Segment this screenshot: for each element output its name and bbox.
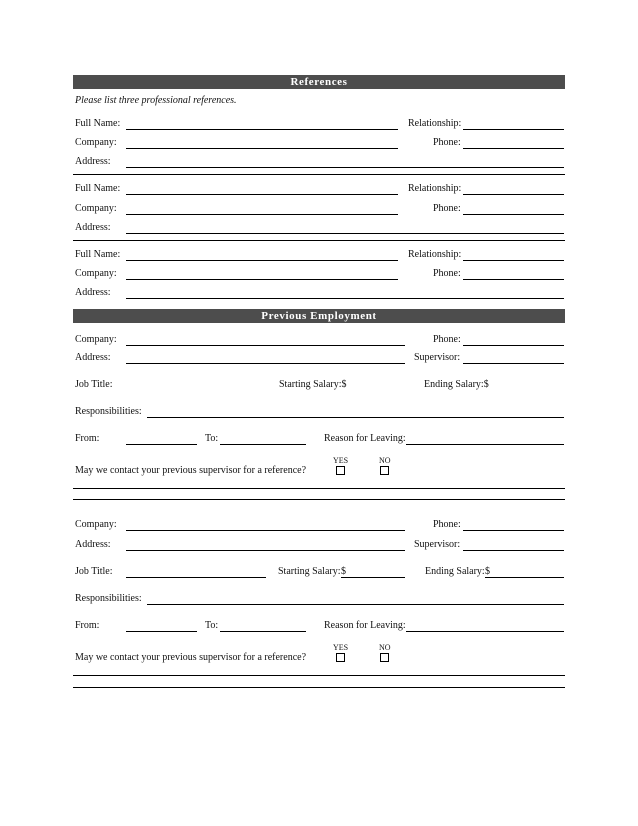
phone-field[interactable]	[463, 214, 564, 215]
divider	[73, 687, 565, 688]
yes-label: YES	[333, 456, 349, 465]
ending-salary-label: Ending Salary:	[425, 566, 485, 577]
yes-checkbox[interactable]	[336, 653, 345, 662]
starting-salary-label: Starting Salary:	[278, 566, 341, 577]
company-label: Company:	[75, 519, 117, 530]
phone-label: Phone:	[433, 519, 461, 530]
reason-for-leaving-field[interactable]	[406, 444, 564, 445]
full-name-field[interactable]	[126, 260, 398, 261]
address-label: Address:	[75, 156, 111, 167]
address-field[interactable]	[126, 363, 405, 364]
phone-field[interactable]	[463, 279, 564, 280]
no-checkbox[interactable]	[380, 466, 389, 475]
ending-salary-sign: $	[485, 566, 490, 577]
company-field[interactable]	[126, 214, 398, 215]
divider	[73, 240, 565, 241]
phone-label: Phone:	[433, 203, 461, 214]
phone-label: Phone:	[433, 268, 461, 279]
supervisor-field[interactable]	[463, 363, 564, 364]
full-name-label: Full Name:	[75, 249, 121, 260]
to-label: To:	[205, 433, 219, 444]
supervisor-label: Supervisor:	[414, 539, 461, 550]
no-checkbox[interactable]	[380, 653, 389, 662]
address-field[interactable]	[126, 550, 405, 551]
phone-field[interactable]	[463, 345, 564, 346]
full-name-label: Full Name:	[75, 118, 121, 129]
responsibilities-field[interactable]	[147, 604, 564, 605]
full-name-field[interactable]	[126, 194, 398, 195]
company-field[interactable]	[126, 345, 405, 346]
relationship-field[interactable]	[463, 260, 564, 261]
from-label: From:	[75, 433, 100, 444]
yes-label: YES	[333, 643, 349, 652]
job-title-field[interactable]	[126, 577, 266, 578]
divider	[73, 174, 565, 175]
company-field[interactable]	[126, 148, 398, 149]
company-field[interactable]	[126, 530, 405, 531]
supervisor-field[interactable]	[463, 550, 564, 551]
to-label: To:	[205, 620, 219, 631]
address-label: Address:	[75, 222, 111, 233]
address-field[interactable]	[126, 167, 564, 168]
address-field[interactable]	[126, 298, 564, 299]
ending-salary-field[interactable]	[485, 577, 564, 578]
contact-question: May we contact your previous supervisor for a reference?	[75, 465, 307, 476]
divider	[73, 499, 565, 500]
job-title-label: Job Title:	[75, 566, 113, 577]
contact-question: May we contact your previous supervisor for a reference?	[75, 652, 307, 663]
company-label: Company:	[75, 268, 117, 279]
relationship-label: Relationship:	[408, 183, 462, 194]
full-name-field[interactable]	[126, 129, 398, 130]
reason-for-leaving-label: Reason for Leaving:	[324, 620, 406, 631]
phone-field[interactable]	[463, 530, 564, 531]
from-field[interactable]	[126, 444, 197, 445]
responsibilities-label: Responsibilities:	[75, 593, 142, 604]
address-label: Address:	[75, 539, 111, 550]
relationship-field[interactable]	[463, 194, 564, 195]
address-label: Address:	[75, 287, 111, 298]
phone-label: Phone:	[433, 334, 461, 345]
company-field[interactable]	[126, 279, 398, 280]
phone-label: Phone:	[433, 137, 461, 148]
to-field[interactable]	[220, 444, 306, 445]
address-label: Address:	[75, 352, 111, 363]
from-label: From:	[75, 620, 100, 631]
references-header: References	[73, 75, 565, 89]
reason-for-leaving-field[interactable]	[406, 631, 564, 632]
starting-salary-label: Starting Salary:$	[279, 379, 347, 390]
ending-salary-label: Ending Salary:$	[424, 379, 489, 390]
no-label: NO	[379, 643, 391, 652]
to-field[interactable]	[220, 631, 306, 632]
yes-checkbox[interactable]	[336, 466, 345, 475]
relationship-label: Relationship:	[408, 118, 462, 129]
relationship-field[interactable]	[463, 129, 564, 130]
address-field[interactable]	[126, 233, 564, 234]
previous-employment-header: Previous Employment	[73, 309, 565, 323]
notes-line-1[interactable]	[73, 488, 565, 489]
responsibilities-field[interactable]	[147, 417, 564, 418]
no-label: NO	[379, 456, 391, 465]
starting-salary-field[interactable]	[341, 577, 405, 578]
relationship-label: Relationship:	[408, 249, 462, 260]
references-instruction: Please list three professional references.	[75, 95, 237, 106]
company-label: Company:	[75, 334, 117, 345]
company-label: Company:	[75, 203, 117, 214]
company-label: Company:	[75, 137, 117, 148]
reason-for-leaving-label: Reason for Leaving:	[324, 433, 406, 444]
responsibilities-label: Responsibilities:	[75, 406, 142, 417]
full-name-label: Full Name:	[75, 183, 121, 194]
supervisor-label: Supervisor:	[414, 352, 461, 363]
starting-salary-sign: $	[341, 566, 346, 577]
phone-field[interactable]	[463, 148, 564, 149]
notes-line-1[interactable]	[73, 675, 565, 676]
job-title-label: Job Title:	[75, 379, 113, 390]
from-field[interactable]	[126, 631, 197, 632]
